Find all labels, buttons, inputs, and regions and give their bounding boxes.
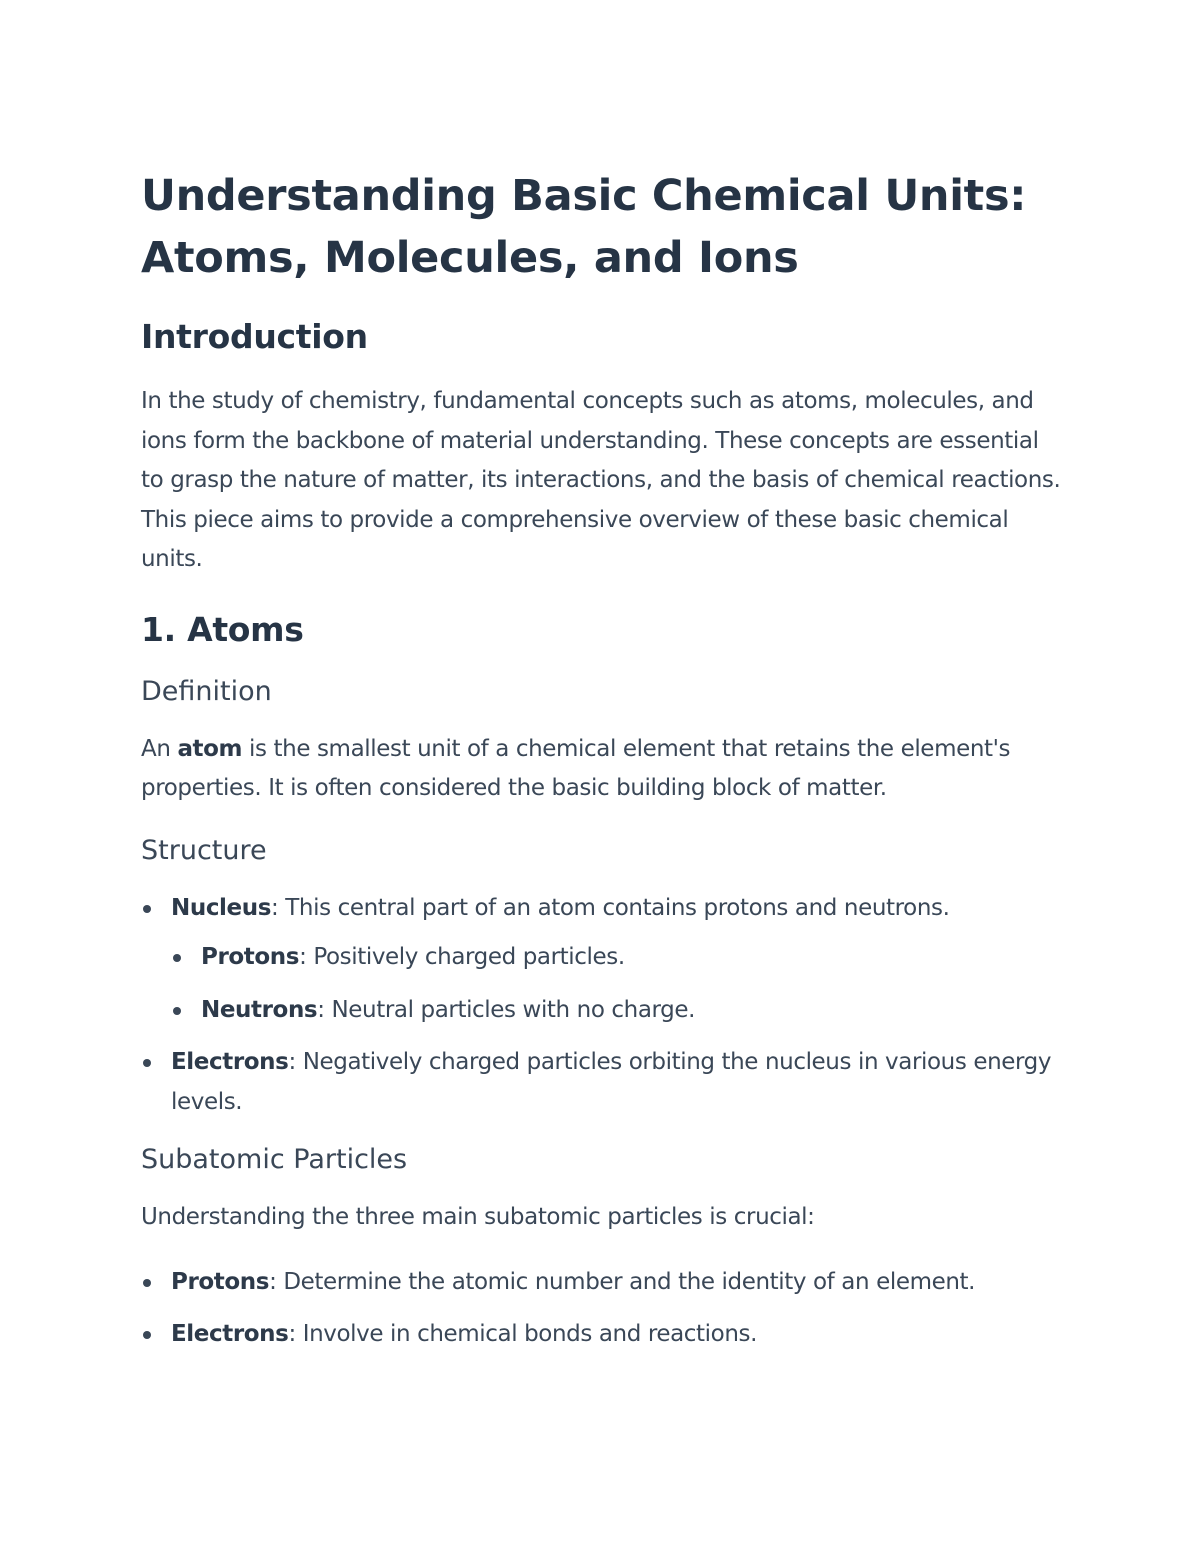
- definition-term: atom: [177, 735, 243, 762]
- list-item-text: : Positively charged particles.: [299, 944, 625, 970]
- introduction-paragraph: In the study of chemistry, fundamental concepts such as atoms, molecules, and ions form the backbone of material understanding. These concepts are essential to grasp the nature of matter, its interactions, and the basis of chemical reactions. This piece aims to provide a comprehensive overview of these basic chemical units.: [141, 388, 1061, 572]
- list-item: [141, 889, 1061, 1031]
- list-item-text: : This central part of an atom contains protons and neutrons.: [271, 894, 950, 921]
- structure-list: [141, 889, 1061, 1123]
- introduction-heading: Introduction: [141, 317, 368, 356]
- list-item-term: Electrons: [171, 1321, 289, 1347]
- bullet-icon: [143, 905, 151, 913]
- document-page: [141, 165, 1061, 1376]
- bullet-icon: [143, 1279, 151, 1287]
- list-item-term: Nucleus: [171, 894, 272, 921]
- list-item: [141, 1043, 1061, 1122]
- subatomic-heading: Subatomic Particles: [141, 1144, 408, 1175]
- definition-prefix: An: [141, 735, 178, 762]
- list-item: [171, 991, 1061, 1031]
- nucleus-sublist: [171, 938, 1061, 1030]
- list-item-text: : Negatively charged particles orbiting the nucleus in various energy levels.: [171, 1049, 1052, 1115]
- list-item-term: Neutrons: [201, 996, 318, 1023]
- definition-text: is the smallest unit of a chemical element that retains the element's properties. It is often considered the basic building block of matter.: [141, 735, 1011, 801]
- list-item: [141, 1315, 1061, 1355]
- list-item: [141, 1263, 1061, 1303]
- subatomic-intro: Understanding the three main subatomic particles is crucial:: [141, 1204, 815, 1230]
- definition-heading: Definition: [141, 675, 272, 707]
- atoms-heading: 1. Atoms: [141, 609, 304, 649]
- subatomic-list: [141, 1263, 1061, 1355]
- list-item-text: : Involve in chemical bonds and reactions.: [288, 1321, 758, 1347]
- structure-heading: Structure: [141, 834, 267, 866]
- list-item-term: Protons: [171, 1268, 270, 1295]
- list-item-text: : Determine the atomic number and the identity of an element.: [269, 1268, 976, 1295]
- list-item: [171, 938, 1061, 978]
- bullet-icon: [143, 1331, 151, 1339]
- list-item-term: Electrons: [171, 1049, 289, 1075]
- bullet-icon: [173, 1007, 181, 1015]
- list-item-text: : Neutral particles with no charge.: [317, 996, 696, 1023]
- definition-paragraph: [141, 730, 1061, 809]
- document-title: Understanding Basic Chemical Units: Atoms, Molecules, and Ions: [141, 171, 1027, 283]
- list-item-term: Protons: [201, 944, 300, 970]
- bullet-icon: [143, 1059, 151, 1067]
- bullet-icon: [173, 954, 181, 962]
